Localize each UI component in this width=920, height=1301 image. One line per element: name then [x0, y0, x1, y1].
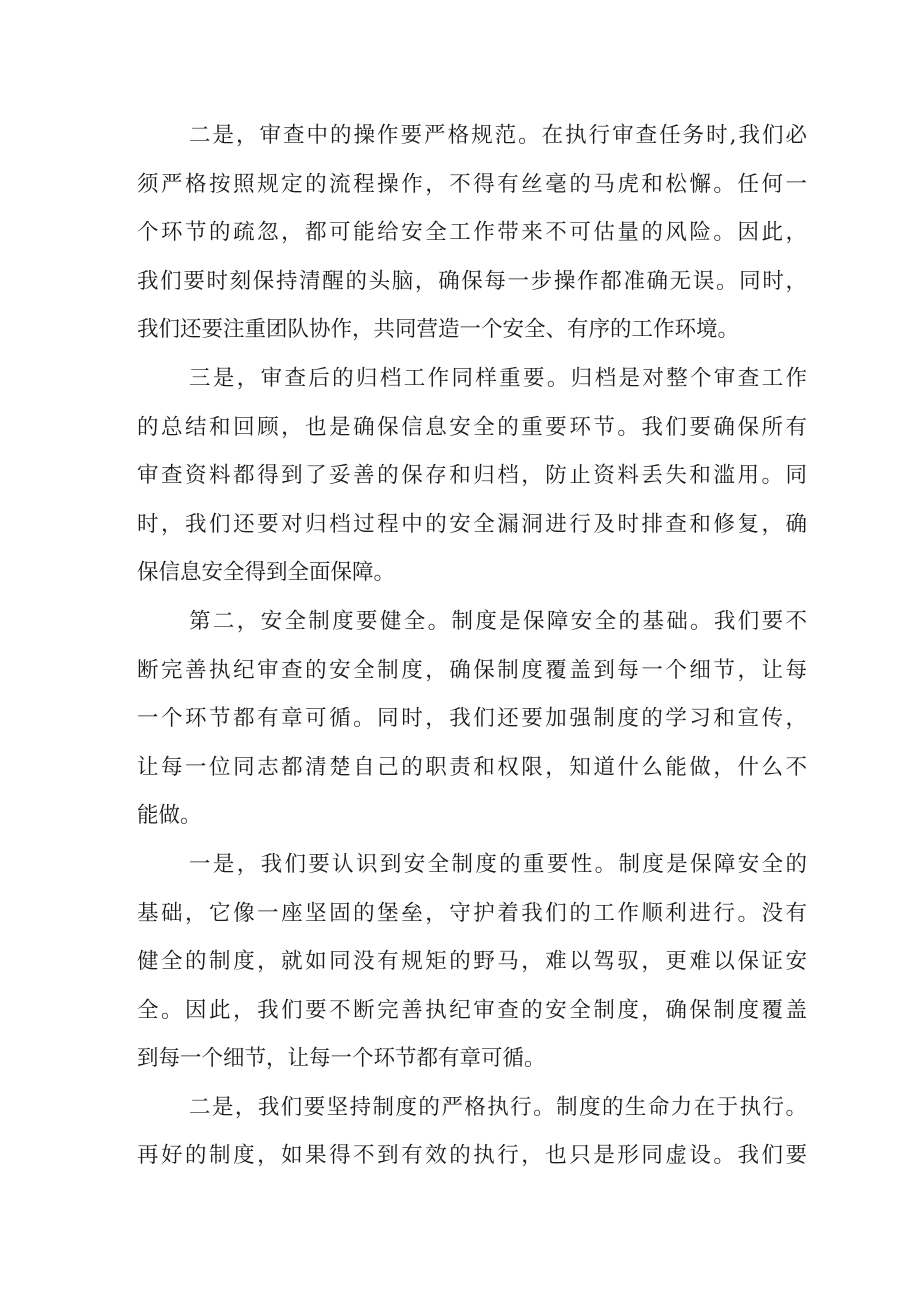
paragraph-p5 [137, 1084, 807, 1181]
paragraph-p3 [137, 598, 807, 841]
text-line: 的总结和回顾，也是确保信息安全的重要环节。我们要确保所有 [137, 414, 807, 440]
text-line: 时，我们还要对归档过程中的安全漏洞进行及时排查和修复，确 [137, 511, 807, 537]
text-line: 全。因此，我们要不断完善执纪审查的安全制度，确保制度覆盖 [137, 997, 807, 1023]
text-line: 断完善执纪审查的安全制度，确保制度覆盖到每一个细节，让每 [137, 657, 807, 683]
text-line: 审查资料都得到了妥善的保存和归档，防止资料丢失和滥用。同 [137, 463, 807, 489]
text-line: 须严格按照规定的流程操作，不得有丝毫的马虎和松懈。任何一 [137, 171, 807, 197]
text-line: 能做。 [137, 803, 202, 829]
text-line: 让每一位同志都清楚自己的职责和权限，知道什么能做，什么不 [137, 754, 807, 780]
text-line: 再好的制度，如果得不到有效的执行，也只是形同虚设。我们要 [137, 1143, 807, 1169]
text-line: 第二，安全制度要健全。制度是保障安全的基础。我们要不 [189, 608, 807, 634]
text-line: 三是，审查后的归档工作同样重要。归档是对整个审查工作 [189, 365, 807, 391]
text-line: 二是，审查中的操作要严格规范。在执行审查任务时,我们必 [189, 123, 807, 148]
paragraph-p4 [137, 841, 807, 1084]
paragraph-p1 [137, 112, 807, 355]
text-line: 我们要时刻保持清醒的头脑，确保每一步操作都准确无误。同时， [137, 268, 807, 294]
text-line: 基础，它像一座坚固的堡垒，守护着我们的工作顺利进行。没有 [137, 900, 807, 926]
text-line: 一个环节都有章可循。同时，我们还要加强制度的学习和宣传， [137, 706, 807, 732]
text-line: 到每一个细节，让每一个环节都有章可循。 [137, 1046, 546, 1072]
text-line: 一是，我们要认识到安全制度的重要性。制度是保障安全的 [189, 851, 807, 877]
text-line: 二是，我们要坚持制度的严格执行。制度的生命力在于执行。 [189, 1094, 807, 1120]
paragraph-p2 [137, 355, 807, 598]
text-line: 保信息安全得到全面保障。 [137, 560, 396, 586]
text-line: 个环节的疏忽，都可能给安全工作带来不可估量的风险。因此， [137, 220, 807, 246]
body-text [137, 112, 807, 1181]
text-line: 健全的制度，就如同没有规矩的野马，难以驾驭，更难以保证安 [137, 949, 807, 975]
text-line: 我们还要注重团队协作，共同营造一个安全、有序的工作环境。 [137, 317, 740, 343]
